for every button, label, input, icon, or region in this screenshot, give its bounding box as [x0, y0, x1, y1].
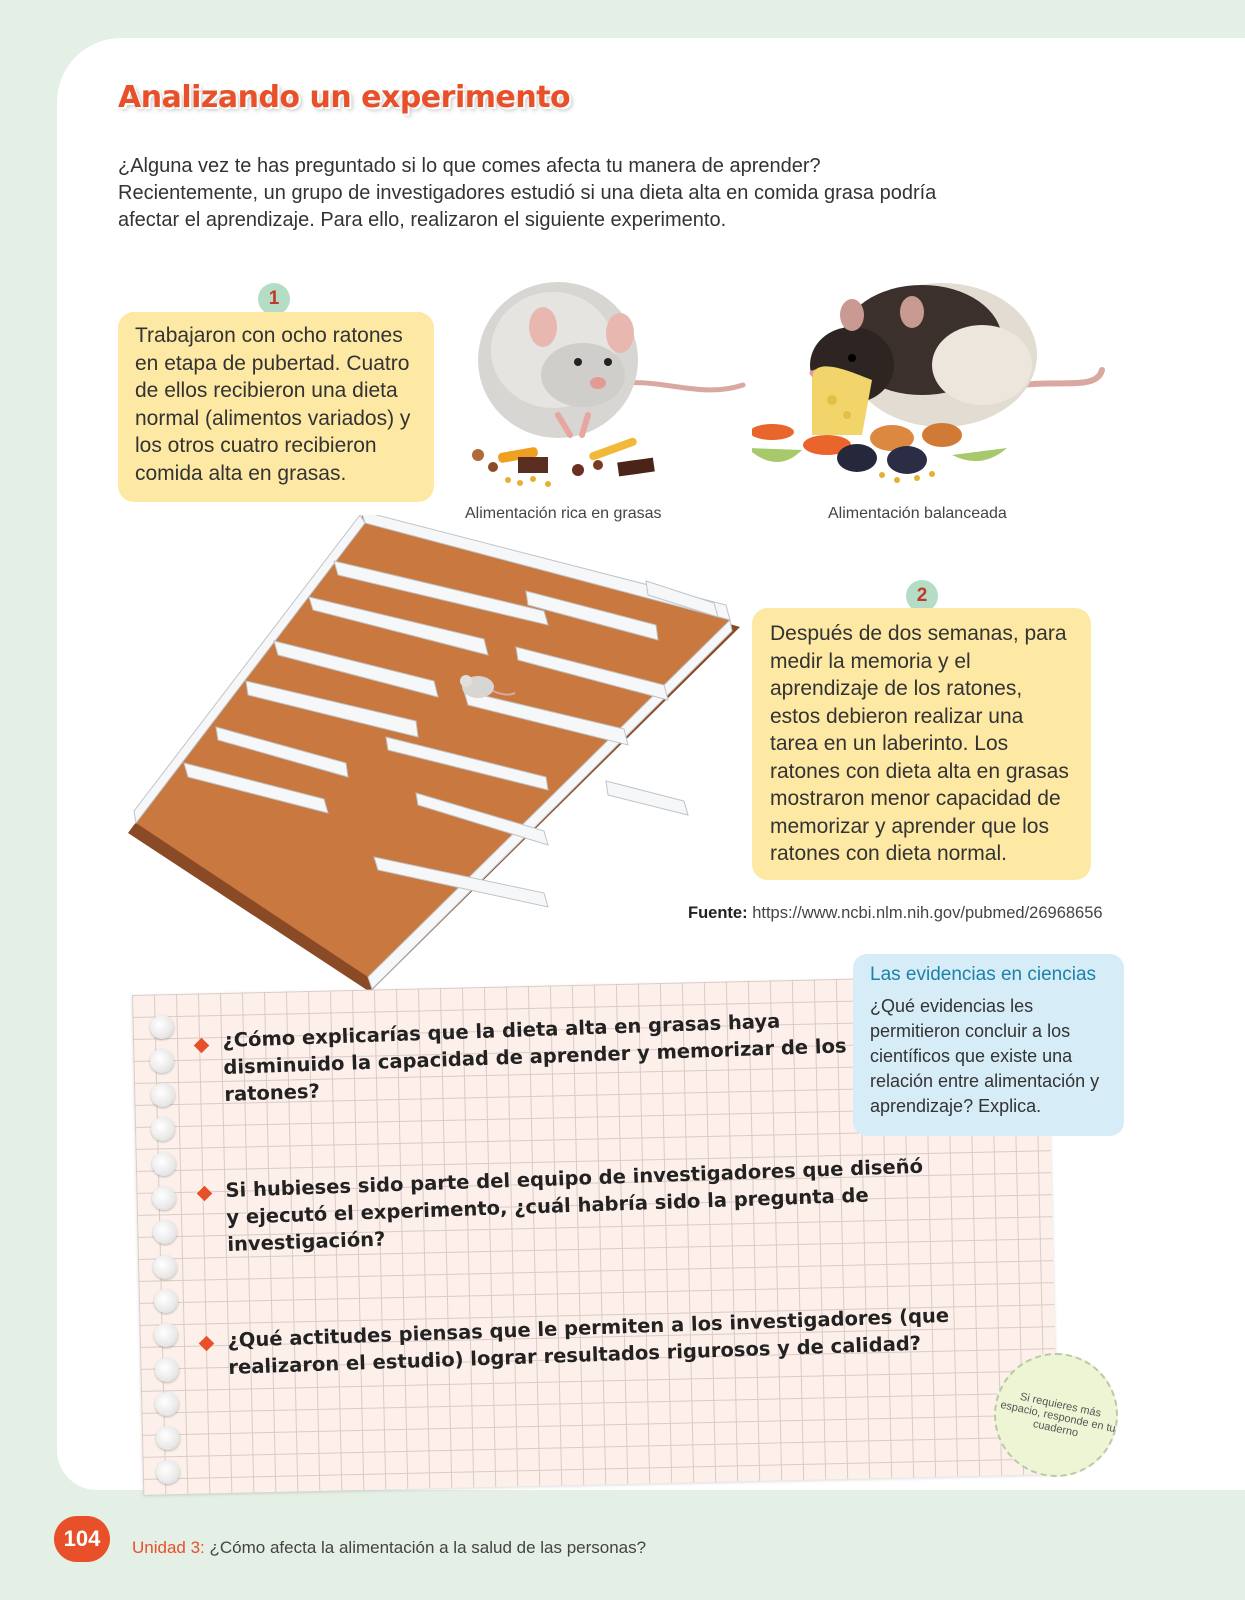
maze-illustration: [128, 515, 748, 1010]
step-2-text: Después de dos semanas, para medir la memoria y el aprendizaje de los ratones, estos debieron realizar una tarea en un laberinto. Los ratones con dieta alta en grasas mostraron menor capacidad de memorizar y aprender que los ratones con dieta normal.: [770, 622, 1069, 865]
source-label: Fuente:: [688, 904, 748, 922]
notebook-ring: [152, 1152, 176, 1176]
notebook-hint-text: Si requieres más espacio, responde en tu cuaderno: [999, 1390, 1117, 1440]
step-2-box: [752, 608, 1091, 880]
evidence-box-body: ¿Qué evidencias les permitieron concluir a los científicos que existe una relación entre alimentación y aprendizaje? Explica.: [870, 996, 1100, 1116]
notebook-ring: [154, 1323, 178, 1347]
notebook-ring: [153, 1255, 177, 1279]
intro-paragraph: ¿Alguna vez te has preguntado si lo que comes afecta tu manera de aprender? Recientemente, un grupo de investigadores estudió si una dieta alta en comida grasa podría afectar el aprendizaje. Para ello, realizaron el siguiente experimento.: [118, 155, 937, 231]
question-3: ¿Qué actitudes piensas que le permiten a los investigadores (que realizaron el estudio) lograr resultados rigurosos y de calidad?: [227, 1303, 950, 1379]
notebook-ring: [152, 1186, 176, 1210]
notebook-hint-stamp: [994, 1353, 1118, 1477]
notebook-ring: [154, 1289, 178, 1313]
caption-balanced-diet: Alimentación balanceada: [828, 505, 1007, 522]
page-title: Analizando un experimento: [118, 80, 571, 115]
unit-footer: [132, 1538, 646, 1558]
source-url: https://www.ncbi.nlm.nih.gov/pubmed/26968656: [752, 904, 1103, 922]
step-2-number: 2: [906, 580, 938, 612]
rat-balanced-diet-illustration: [752, 270, 1127, 495]
notebook-ring: [155, 1358, 179, 1382]
notebook-ring: [151, 1083, 175, 1107]
source-citation: [688, 904, 1103, 923]
notebook-ring: [151, 1117, 175, 1141]
caption-fatty-diet: Alimentación rica en grasas: [465, 505, 662, 522]
question-2: Si hubieses sido parte del equipo de investigadores que diseñó y ejecutó el experimento, ¿cuál habría sido la pregunta de investigación?: [225, 1154, 924, 1256]
notebook-ring: [153, 1220, 177, 1244]
rat-fatty-diet-illustration: [458, 265, 768, 495]
unit-label: Unidad 3:: [132, 1538, 205, 1557]
unit-title: ¿Cómo afecta la alimentación a la salud de las personas?: [209, 1538, 647, 1557]
notebook-ring: [150, 1049, 174, 1073]
evidence-box-title: Las evidencias en ciencias: [870, 964, 1097, 985]
step-1-box: [118, 312, 434, 502]
page-number: 104: [54, 1516, 110, 1562]
notebook-ring: [155, 1392, 179, 1416]
notebook-ring: [156, 1426, 180, 1450]
notebook-ring: [156, 1460, 180, 1484]
step-1-number: 1: [258, 283, 290, 315]
notebook-ring: [150, 1015, 174, 1039]
question-1: ¿Cómo explicarías que la dieta alta en grasas haya disminuido la capacidad de aprender y memorizar de los ratones?: [222, 1009, 847, 1106]
step-1-text: Trabajaron con ocho ratones en etapa de pubertad. Cuatro de ellos recibieron una dieta normal (alimentos variados) y los otros cuatro recibieron comida alta en grasas.: [135, 324, 411, 485]
evidence-box: [853, 954, 1124, 1136]
